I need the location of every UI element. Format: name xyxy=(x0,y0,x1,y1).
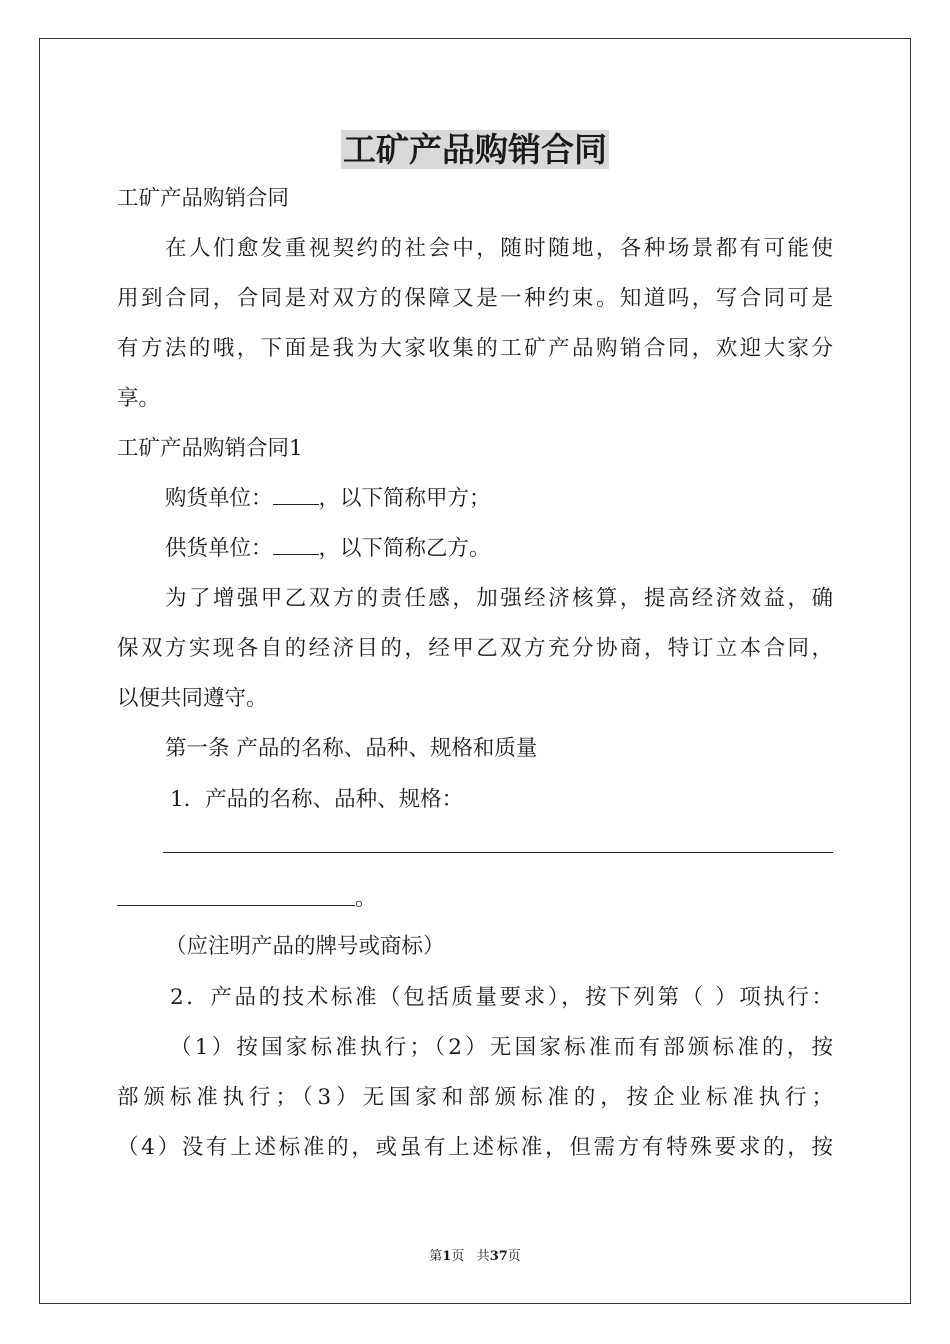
title-text: 工矿产品购销合同 xyxy=(343,130,607,169)
document-title xyxy=(0,128,950,172)
buyer-label: 购货单位： xyxy=(165,486,273,511)
footer-page-unit: 页 xyxy=(451,1249,465,1264)
item2-line: 2．产品的技术标准（包括质量要求），按下列第（ ）项执行： xyxy=(170,985,833,1010)
footer-prefix: 第 xyxy=(429,1249,443,1264)
item2-detail-2: 部颁标准执行；（3）无国家和部颁标准的，按企业标准执行； xyxy=(117,1085,833,1110)
seller-blank xyxy=(273,534,319,555)
article1-heading: 第一条 产品的名称、品种、规格和质量 xyxy=(165,736,538,761)
footer-total-pages: 37 xyxy=(489,1249,508,1264)
buyer-line xyxy=(165,484,833,514)
item1-period: 。 xyxy=(355,886,377,911)
intro-line-3: 有方法的哦，下面是我为大家收集的工矿产品购销合同，欢迎大家分 xyxy=(117,336,833,361)
intro-line-1: 在人们愈发重视契约的社会中，随时随地，各种场景都有可能使 xyxy=(165,236,833,261)
fill-in-rule-1 xyxy=(163,852,833,853)
footer-page-number: 1 xyxy=(442,1249,452,1264)
footer-total-prefix: 共 xyxy=(476,1249,490,1264)
seller-label: 供货单位： xyxy=(165,536,273,561)
seller-line xyxy=(165,534,833,564)
intro-line-2: 用到合同，合同是对双方的保障又是一种约束。知道吗，写合同可是 xyxy=(117,286,833,311)
item2-detail-1: （1）按国家标准执行；（2）无国家标准而有部颁标准的，按 xyxy=(170,1035,833,1060)
footer-total-unit: 页 xyxy=(507,1249,521,1264)
page-border xyxy=(39,38,911,1304)
doc-subtitle: 工矿产品购销合同 xyxy=(117,186,290,211)
item1-line: 1．产品的名称、品种、规格： xyxy=(170,787,464,812)
item2-detail-3: （4）没有上述标准的，或虽有上述标准，但需方有特殊要求的，按 xyxy=(117,1135,833,1160)
buyer-suffix: ，以下简称甲方； xyxy=(318,486,491,511)
buyer-blank xyxy=(273,484,319,505)
section1-heading: 工矿产品购销合同1 xyxy=(117,436,303,461)
fill-in-rule-2 xyxy=(117,905,355,906)
intro-line-4: 享。 xyxy=(117,386,161,411)
purpose-line-3: 以便共同遵守。 xyxy=(117,686,268,711)
seller-suffix: ，以下简称乙方。 xyxy=(318,536,491,561)
purpose-line-1: 为了增强甲乙双方的责任感，加强经济核算，提高经济效益，确 xyxy=(165,586,833,611)
purpose-line-2: 保双方实现各自的经济目的，经甲乙双方充分协商，特订立本合同， xyxy=(117,636,833,661)
note-line: （应注明产品的牌号或商标） xyxy=(165,934,445,959)
page-footer xyxy=(0,1248,950,1266)
